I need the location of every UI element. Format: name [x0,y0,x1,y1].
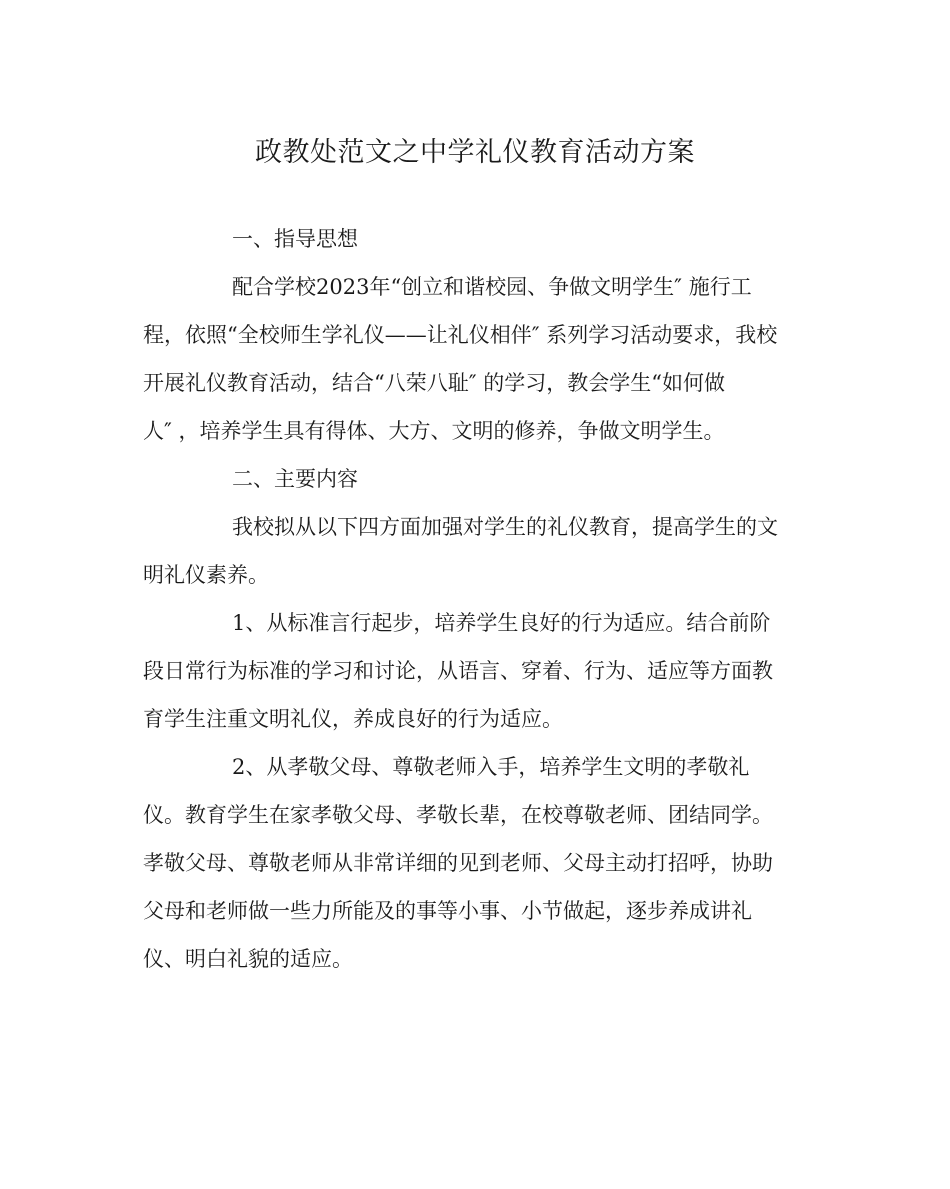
paragraph-line: 我校拟从以下四方面加强对学生的礼仪教育，提高学生的文 [232,515,778,539]
document-title: 政教处范文之中学礼仪教育活动方案 [255,137,695,168]
section-heading-main-content: 二、主要内容 [232,467,358,491]
paragraph-line: 明礼仪素养。 [143,563,269,587]
paragraph-line: 仪。教育学生在家孝敬父母、孝敬长辈，在校尊敬老师、团结同学。 [143,803,773,827]
section-heading-guiding-thought: 一、指导思想 [232,227,358,251]
paragraph-line: 配合学校2023年“创立和谐校园、争做文明学生″ 施行工 [232,275,752,299]
paragraph-line: 2、从孝敬父母、尊敬老师入手，培养学生文明的孝敬礼 [232,755,750,779]
paragraph-line: 育学生注重文明礼仪，养成良好的行为适应。 [143,707,563,731]
paragraph-line: 开展礼仪教育活动，结合“八荣八耻″ 的学习，教会学生“如何做 [143,371,725,395]
paragraph-line: 孝敬父母、尊敬老师从非常详细的见到老师、父母主动打招呼，协助 [143,851,773,875]
paragraph-line: 父母和老师做一些力所能及的事等小事、小节做起，逐步养成讲礼 [143,899,752,923]
paragraph-line: 程，依照“全校师生学礼仪——让礼仪相伴″ 系列学习活动要求，我校 [143,323,778,347]
paragraph-line: 仪、明白礼貌的适应。 [143,947,353,971]
paragraph-line: 段日常行为标准的学习和讨论，从语言、穿着、行为、适应等方面教 [143,659,773,683]
paragraph-line: 1、从标准言行起步，培养学生良好的行为适应。结合前阶 [232,611,771,635]
paragraph-line: 人″ ，培养学生具有得体、大方、文明的修养，争做文明学生。 [143,419,725,443]
